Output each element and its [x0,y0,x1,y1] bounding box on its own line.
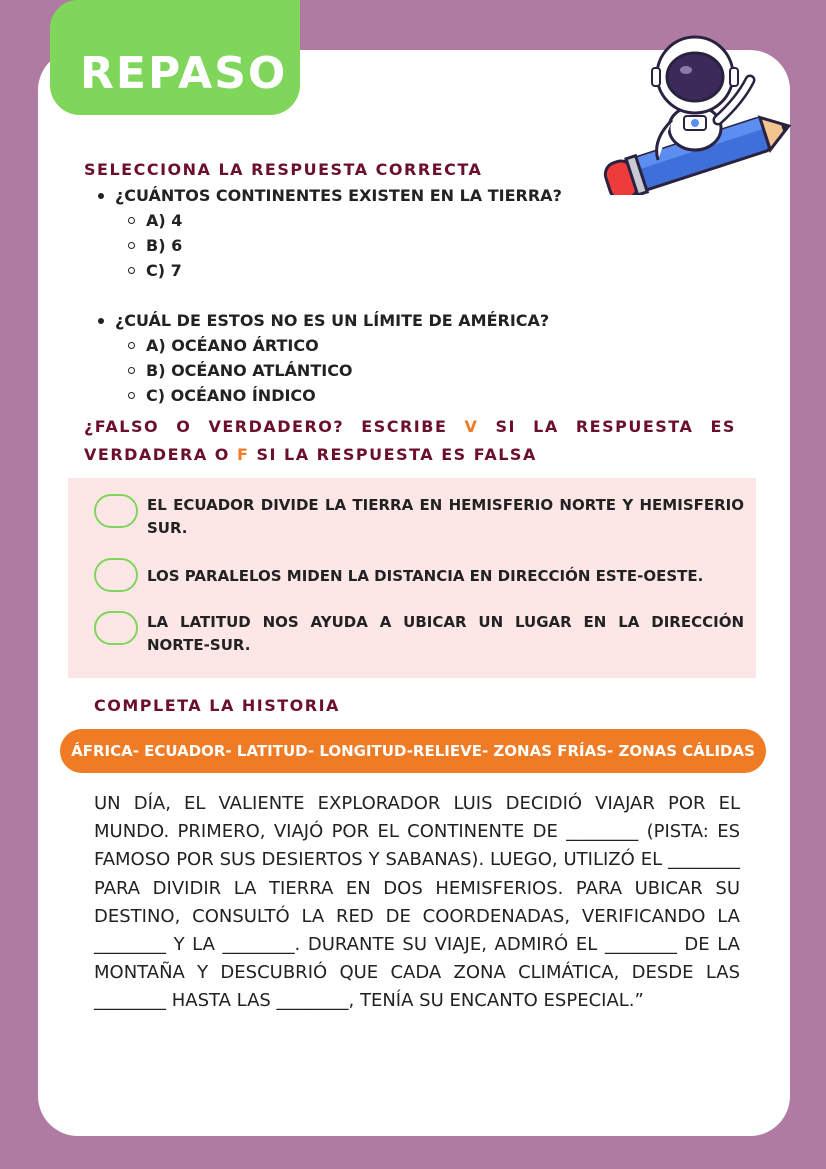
section2-heading [84,413,736,469]
story-paragraph: UN DÍA, EL VALIENTE EXPLORADOR LUIS DECIDIÓ VIAJAR POR EL MUNDO. PRIMERO, VIAJÓ POR EL CONTINENTE DE ________ (PISTA: ES FAMOSO POR SUS DESIERTOS Y SABANAS). LUEGO, UTILIZÓ EL ________ PARA DIVIDIR LA TIERRA EN DOS HEMISFERIOS. PARA UBICAR SU DESTINO, CONSULTÓ LA RED DE COORDENADAS, VERIFICANDO LA ________ Y LA ________. DURANTE SU VIAJE, ADMIRÓ EL ________ DE LA MONTAÑA Y DESCUBRIÓ QUE CADA ZONA CLIMÁTICA, DESDE LAS ________ HASTA LAS ________, TENÍA SU ENCANTO ESPECIAL.” [94,793,740,1012]
heading-word: ESCRIBE [361,417,448,436]
question-list-1 [95,183,562,283]
option-1b: B) 6 [95,233,562,258]
page-title: REPASO [80,48,288,99]
question-2: ¿CUÁL DE ESTOS NO ES UN LÍMITE DE AMÉRICA? [95,308,549,333]
option-2b: B) OCÉANO ATLÁNTICO [95,358,549,383]
option-2c: C) OCÉANO ÍNDICO [95,383,549,408]
section1-heading: SELECCIONA LA RESPUESTA CORRECTA [84,160,483,179]
tf-statement: EL ECUADOR DIVIDE LA TIERRA EN HEMISFERIO NORTE Y HEMISFERIO SUR. [147,496,744,537]
heading-word: ES [710,417,736,436]
option-1c: C) 7 [95,258,562,283]
heading-f-letter: F [236,445,250,464]
word-bank: ÁFRICA- ECUADOR- LATITUD- LONGITUD-RELIEVE- ZONAS FRÍAS- ZONAS CÁLIDAS [60,729,766,773]
heading-word: ¿FALSO [84,417,160,436]
heading-part: VERDADERA O [84,445,237,464]
heading-part: SI LA RESPUESTA ES FALSA [249,445,537,464]
heading-word: LA [533,417,559,436]
astronaut-pencil-icon [600,20,795,195]
answer-bubble[interactable] [94,494,138,528]
answer-bubble[interactable] [94,558,138,592]
heading-v-letter: V [464,417,479,436]
option-2a: A) OCÉANO ÁRTICO [95,333,549,358]
option-1a: A) 4 [95,208,562,233]
true-false-panel [68,478,756,678]
heading-word: RESPUESTA [575,417,694,436]
heading-word: O [176,417,192,436]
heading-word: SI [495,417,516,436]
tf-statement: LA LATITUD NOS AYUDA A UBICAR UN LUGAR EN LA DIRECCIÓN NORTE-SUR. [147,613,744,654]
heading-word: VERDADERO? [208,417,345,436]
question-1: ¿CUÁNTOS CONTINENTES EXISTEN EN LA TIERRA? [95,183,562,208]
section3-heading: COMPLETA LA HISTORIA [94,696,340,715]
question-list-2 [95,308,549,408]
answer-bubble[interactable] [94,611,138,645]
tf-statement: LOS PARALELOS MIDEN LA DISTANCIA EN DIRECCIÓN ESTE-OESTE. [147,567,704,585]
